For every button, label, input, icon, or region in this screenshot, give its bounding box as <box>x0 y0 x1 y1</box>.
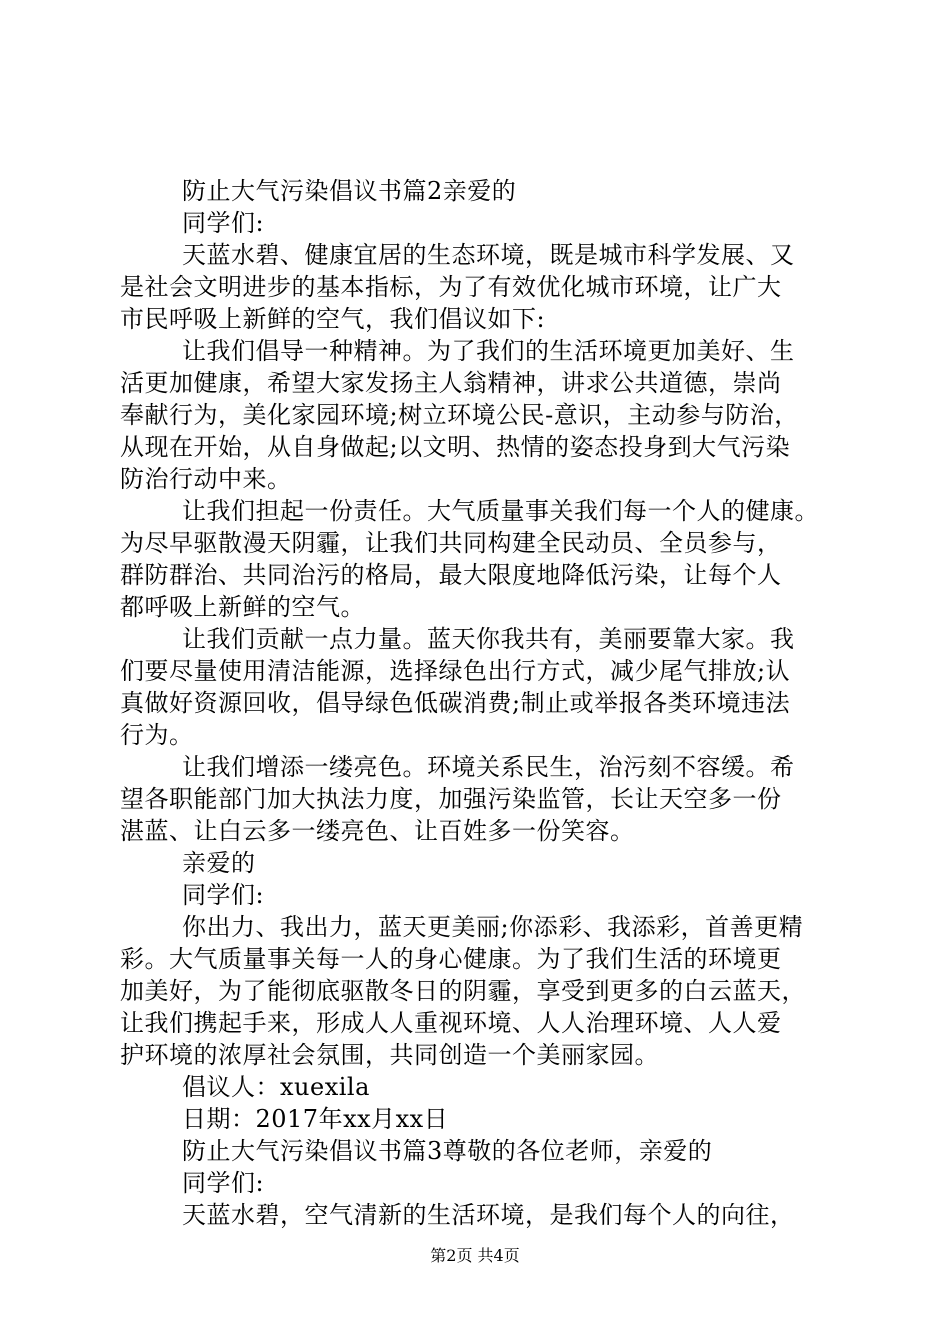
page-footer: 第2页 共4页 <box>430 1246 520 1265</box>
text-line: 望各职能部门加大执法力度，加强污染监管，长让天空多一份 <box>120 785 782 813</box>
text-line: 亲爱的 <box>182 849 256 877</box>
text-line: 市民呼吸上新鲜的空气，我们倡议如下: <box>120 305 546 333</box>
text-line: 彩。大气质量事关每一人的身心健康。为了我们生活的环境更 <box>120 945 782 973</box>
text-line: 让我们携起手来，形成人人重视环境、人人治理环境、人人爱 <box>120 1009 782 1037</box>
text-line: 活更加健康，希望大家发扬主人翁精神，讲求公共道德，崇尚 <box>120 369 782 397</box>
text-line: 同学们: <box>182 1169 265 1197</box>
text-line: 让我们倡导一种精神。为了我们的生活环境更加美好、生 <box>182 337 795 365</box>
text-line: 奉献行为，美化家园环境;树立环境公民-意识，主动参与防治， <box>120 401 799 429</box>
text-line: 湛蓝、让白云多一缕亮色、让百姓多一份笑容。 <box>120 817 635 845</box>
text-line: 防止大气污染倡议书篇2亲爱的 <box>182 177 517 205</box>
text-line: 加美好，为了能彻底驱散冬日的阴霾，享受到更多的白云蓝天， <box>120 977 806 1005</box>
text-line: 群防群治、共同治污的格局，最大限度地降低污染，让每个人 <box>120 561 782 589</box>
text-line: 让我们担起一份责任。大气质量事关我们每一个人的健康。 <box>182 497 819 525</box>
text-line: 从现在开始，从自身做起;以文明、热情的姿态投身到大气污染 <box>120 433 791 461</box>
text-line: 们要尽量使用清洁能源，选择绿色出行方式，减少尾气排放;认 <box>120 657 791 685</box>
text-line: 同学们: <box>182 209 265 237</box>
text-line: 都呼吸上新鲜的空气。 <box>120 593 365 621</box>
text-line: 天蓝水碧、健康宜居的生态环境，既是城市科学发展、又 <box>182 241 795 269</box>
text-line: 是社会文明进步的基本指标，为了有效优化城市环境，让广大 <box>120 273 782 301</box>
document-body <box>120 175 840 1231</box>
text-line: 为尽早驱散漫天阴霾，让我们共同构建全民动员、全员参与， <box>120 529 782 557</box>
text-line: 防治行动中来。 <box>120 465 292 493</box>
text-line: 真做好资源回收，倡导绿色低碳消费;制止或举报各类环境违法 <box>120 689 791 717</box>
text-line: 让我们增添一缕亮色。环境关系民生，治污刻不容缓。希 <box>182 753 795 781</box>
text-line: 天蓝水碧，空气清新的生活环境，是我们每个人的向往， <box>182 1201 795 1229</box>
text-line: 你出力、我出力，蓝天更美丽;你添彩、我添彩，首善更精 <box>182 913 804 941</box>
text-line: 日期：2017年xx月xx日 <box>182 1105 449 1133</box>
text-line: 让我们贡献一点力量。蓝天你我共有，美丽要靠大家。我 <box>182 625 795 653</box>
text-line: 防止大气污染倡议书篇3尊敬的各位老师，亲爱的 <box>182 1137 713 1165</box>
text-line: 护环境的浓厚社会氛围，共同创造一个美丽家园。 <box>120 1041 659 1069</box>
text-line: 行为。 <box>120 721 194 749</box>
text-line: 同学们: <box>182 881 265 909</box>
text-line: 倡议人：xuexila <box>182 1073 370 1101</box>
